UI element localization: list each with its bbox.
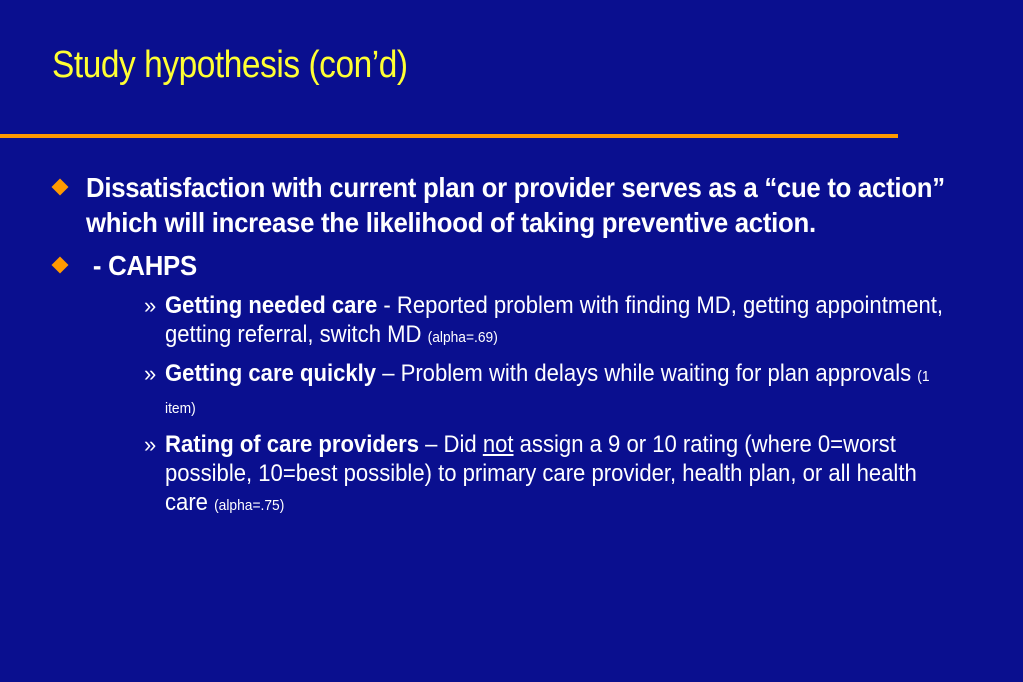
- sub-item-emphasis: not: [482, 431, 514, 458]
- bullet-text: Dissatisfaction with current plan or provider serves as a “cue to action” which will increase the likelihood of taking preventive action.: [86, 172, 945, 238]
- sub-item-body: [165, 359, 947, 423]
- sub-item-separator: -: [377, 292, 397, 319]
- sub-item-body: [165, 291, 947, 352]
- slide-content: [52, 170, 982, 527]
- diamond-icon: [52, 179, 69, 196]
- bullet-cahps: [52, 248, 982, 283]
- sub-item-separator: –: [376, 360, 401, 387]
- sub-item-description-before: Did: [443, 431, 483, 458]
- sub-item-note: (alpha=.75): [214, 497, 285, 514]
- sub-item-getting-needed-care: [144, 291, 955, 352]
- sub-item-term: Getting needed care: [165, 292, 378, 319]
- raquo-icon: »: [144, 361, 157, 386]
- bullet-text: - CAHPS: [86, 250, 197, 281]
- raquo-icon: »: [144, 432, 157, 457]
- sub-item-term: Rating of care providers: [165, 431, 419, 458]
- bullet-hypothesis: [52, 170, 982, 240]
- sub-item-getting-care-quickly: [144, 359, 955, 423]
- sub-item-description: Reported problem with finding MD, getting appointment, getting referral, switch MD: [165, 292, 944, 348]
- slide-title: Study hypothesis (con’d): [52, 44, 408, 86]
- sub-item-description-after: assign a 9 or 10 rating (where 0=worst possible, 10=best possible) to primary care provider, health plan, or all health care: [165, 431, 917, 516]
- sub-item-description: Problem with delays while waiting for plan approvals: [400, 360, 912, 387]
- cahps-sub-list: [52, 291, 982, 520]
- sub-item-term: Getting care quickly: [165, 360, 377, 387]
- raquo-icon: »: [144, 293, 157, 318]
- title-divider: [0, 134, 898, 138]
- sub-item-note: (alpha=.69): [427, 329, 498, 346]
- sub-item-rating-of-care-providers: [144, 430, 955, 520]
- diamond-icon: [52, 257, 69, 274]
- sub-item-note: (1 item): [165, 368, 930, 417]
- sub-item-body: [165, 430, 947, 520]
- sub-item-separator: –: [418, 431, 444, 458]
